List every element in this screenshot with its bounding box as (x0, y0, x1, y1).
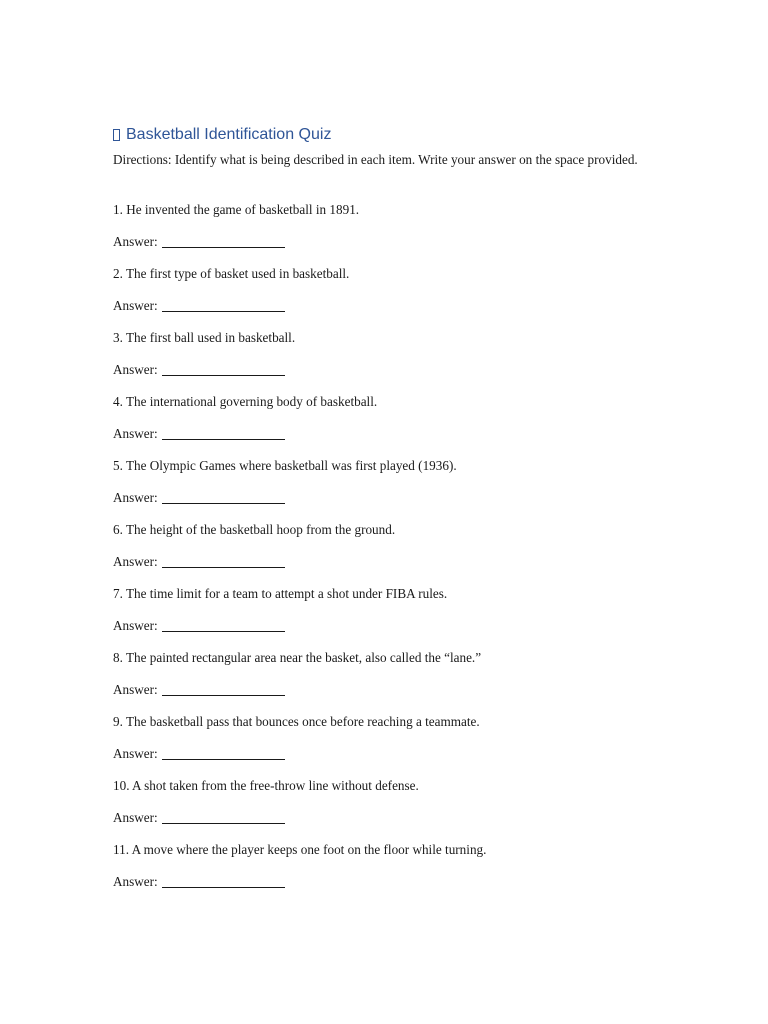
question-text: 6. The height of the basketball hoop from the ground. (113, 522, 396, 537)
answer-row (113, 232, 648, 252)
answer-label: Answer: (113, 746, 158, 761)
answer-row (113, 488, 648, 508)
answer-blank-line[interactable] (162, 555, 285, 568)
answer-label: Answer: (113, 490, 158, 505)
quiz-item (113, 456, 648, 508)
answer-blank-line[interactable] (162, 875, 285, 888)
answer-blank-line[interactable] (162, 491, 285, 504)
answer-row (113, 296, 648, 316)
answer-blank-line[interactable] (162, 363, 285, 376)
answer-row (113, 872, 648, 892)
answer-row (113, 744, 648, 764)
missing-glyph-icon (113, 129, 120, 141)
answer-label: Answer: (113, 682, 158, 697)
question-text: 2. The first type of basket used in basketball. (113, 266, 350, 281)
directions-text: Directions: Identify what is being described in each item. Write your answer on the space provided. (113, 152, 638, 167)
quiz-item (113, 648, 648, 700)
quiz-item (113, 840, 648, 892)
answer-blank-line[interactable] (162, 619, 285, 632)
answer-label: Answer: (113, 810, 158, 825)
answer-row (113, 808, 648, 828)
answer-row (113, 616, 648, 636)
answer-row (113, 680, 648, 700)
answer-row (113, 424, 648, 444)
quiz-item (113, 200, 648, 252)
question-text: 5. The Olympic Games where basketball was first played (1936). (113, 458, 457, 473)
answer-row (113, 552, 648, 572)
answer-label: Answer: (113, 298, 158, 313)
quiz-title (113, 124, 648, 146)
quiz-item (113, 584, 648, 636)
answer-label: Answer: (113, 362, 158, 377)
question-list (113, 200, 648, 892)
question-text: 11. A move where the player keeps one foot on the floor while turning. (113, 842, 487, 857)
quiz-item (113, 712, 648, 764)
question-text: 7. The time limit for a team to attempt a shot under FIBA rules. (113, 586, 448, 601)
answer-blank-line[interactable] (162, 235, 285, 248)
question-text: 9. The basketball pass that bounces once before reaching a teammate. (113, 714, 480, 729)
answer-blank-line[interactable] (162, 683, 285, 696)
answer-row (113, 360, 648, 380)
quiz-item (113, 264, 648, 316)
answer-blank-line[interactable] (162, 427, 285, 440)
quiz-title-text: Basketball Identification Quiz (126, 126, 332, 143)
answer-blank-line[interactable] (162, 299, 285, 312)
answer-blank-line[interactable] (162, 747, 285, 760)
question-text: 10. A shot taken from the free-throw line without defense. (113, 778, 419, 793)
question-text: 8. The painted rectangular area near the basket, also called the “lane.” (113, 650, 482, 665)
question-text: 4. The international governing body of basketball. (113, 394, 378, 409)
question-text: 1. He invented the game of basketball in 1891. (113, 202, 360, 217)
answer-label: Answer: (113, 426, 158, 441)
answer-label: Answer: (113, 234, 158, 249)
quiz-item (113, 520, 648, 572)
quiz-item (113, 392, 648, 444)
question-text: 3. The first ball used in basketball. (113, 330, 296, 345)
quiz-item (113, 776, 648, 828)
answer-label: Answer: (113, 554, 158, 569)
answer-label: Answer: (113, 874, 158, 889)
answer-blank-line[interactable] (162, 811, 285, 824)
quiz-item (113, 328, 648, 380)
answer-label: Answer: (113, 618, 158, 633)
